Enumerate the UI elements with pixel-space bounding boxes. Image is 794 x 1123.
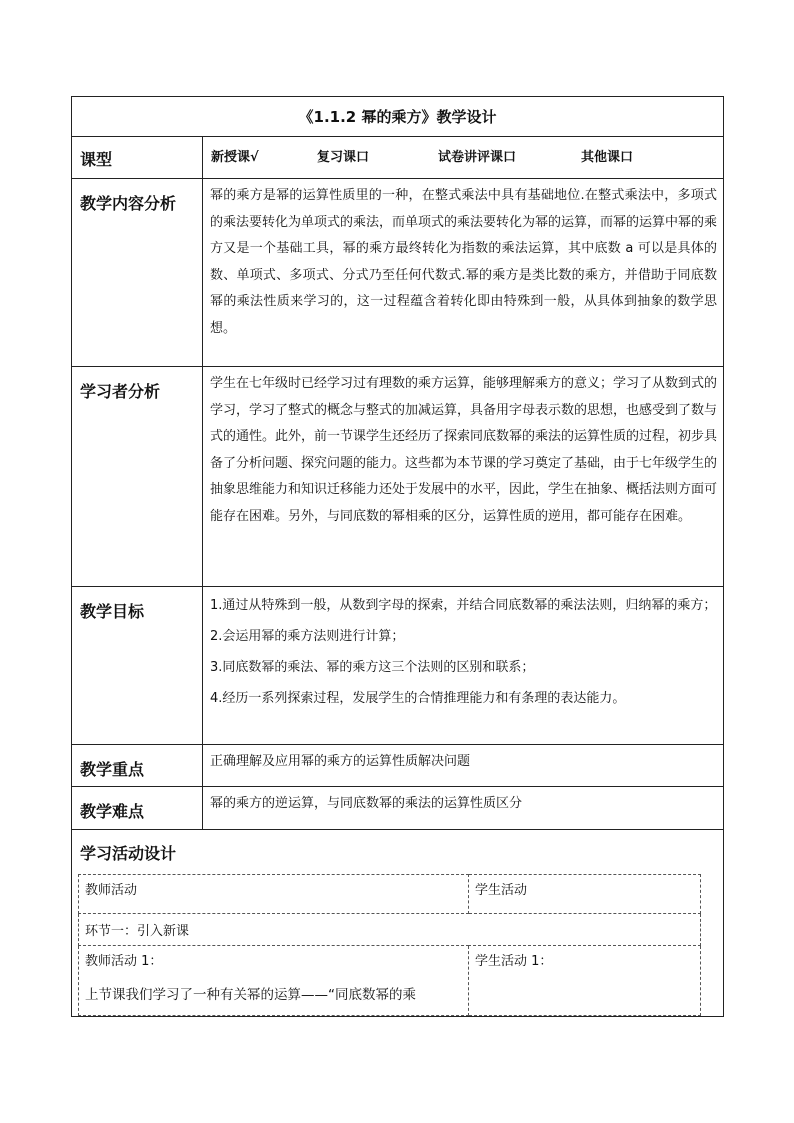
objectives-label: 教学目标 xyxy=(72,587,203,745)
learner-analysis-label: 学习者分析 xyxy=(72,367,203,587)
lesson-type-label: 课型 xyxy=(72,137,203,179)
teacher-activity-header: 教师活动 xyxy=(79,875,469,914)
activity-table xyxy=(78,874,701,1016)
content-analysis-label: 教学内容分析 xyxy=(72,179,203,367)
teacher-activity-cell xyxy=(79,946,469,1016)
lesson-plan-table xyxy=(71,96,724,1017)
stage-one-heading: 环节一：引入新课 xyxy=(79,914,701,946)
content-analysis-text: 幂的乘方是幂的运算性质里的一种，在整式乘法中具有基础地位.在整式乘法中，多项式的乘法要转化为单项式的乘法，而单项式的乘法要转化为幂的运算，而幂的运算中幂的乘方又是一个基础工具，幂的乘方最终转化为指数的乘法运算，其中底数 a 可以是具体的数、单项式、多项式、分式乃至任何代数式.幂的乘方是类比数的乘方，并借助于同底数幂的乘法性质来学习的，这一过程蕴含着转化即由特殊到一般，从具体到抽象的数学思想。 xyxy=(203,179,724,367)
objectives-list xyxy=(203,587,724,745)
objective-item: 4.经历一系列探索过程，发展学生的合情推理能力和有条理的表达能力。 xyxy=(210,691,626,706)
activity-design-title: 学习活动设计 xyxy=(80,844,177,863)
teacher-activity-1-label: 教师活动 1： xyxy=(85,954,163,969)
difficulties-text: 幂的乘方的逆运算，与同底数幂的乘法的运算性质区分 xyxy=(203,787,724,830)
activity-design-section xyxy=(72,830,724,1017)
lesson-type-option: 试卷讲评课口 xyxy=(438,150,517,165)
objective-item: 2.会运用幂的乘方法则进行计算； xyxy=(210,629,405,644)
teacher-activity-1-text: 上节课我们学习了一种有关幂的运算——“同底数幂的乘 xyxy=(85,987,416,1003)
key-points-label: 教学重点 xyxy=(72,745,203,787)
student-activity-1-label: 学生活动 1： xyxy=(469,946,701,1016)
document-title: 《1.1.2 幂的乘方》教学设计 xyxy=(72,97,724,137)
student-activity-header: 学生活动 xyxy=(469,875,701,914)
objective-item: 3.同底数幂的乘法、幂的乘方这三个法则的区别和联系； xyxy=(210,660,535,675)
lesson-type-option: 复习课口 xyxy=(317,150,370,165)
lesson-type-option: 新授课√ xyxy=(211,150,259,165)
difficulties-label: 教学难点 xyxy=(72,787,203,830)
lesson-type-option: 其他课口 xyxy=(581,150,634,165)
lesson-type-options xyxy=(203,137,724,179)
lesson-plan-document xyxy=(71,96,723,1017)
learner-analysis-text: 学生在七年级时已经学习过有理数的乘方运算，能够理解乘方的意义；学习了从数到式的学习，学习了整式的概念与整式的加减运算，具备用字母表示数的思想，也感受到了数与式的通性。此外，前一节课学生还经历了探索同底数幂的乘法的运算性质的过程，初步具备了分析问题、探究问题的能力。这些都为本节课的学习奠定了基础，由于七年级学生的抽象思维能力和知识迁移能力还处于发展中的水平，因此，学生在抽象、概括法则方面可能存在困难。另外，与同底数的幂相乘的区分，运算性质的逆用，都可能存在困难。 xyxy=(203,367,724,587)
key-points-text: 正确理解及应用幂的乘方的运算性质解决问题 xyxy=(203,745,724,787)
objective-item: 1.通过从特殊到一般，从数到字母的探索，并结合同底数幂的乘法法则，归纳幂的乘方； xyxy=(210,598,717,613)
